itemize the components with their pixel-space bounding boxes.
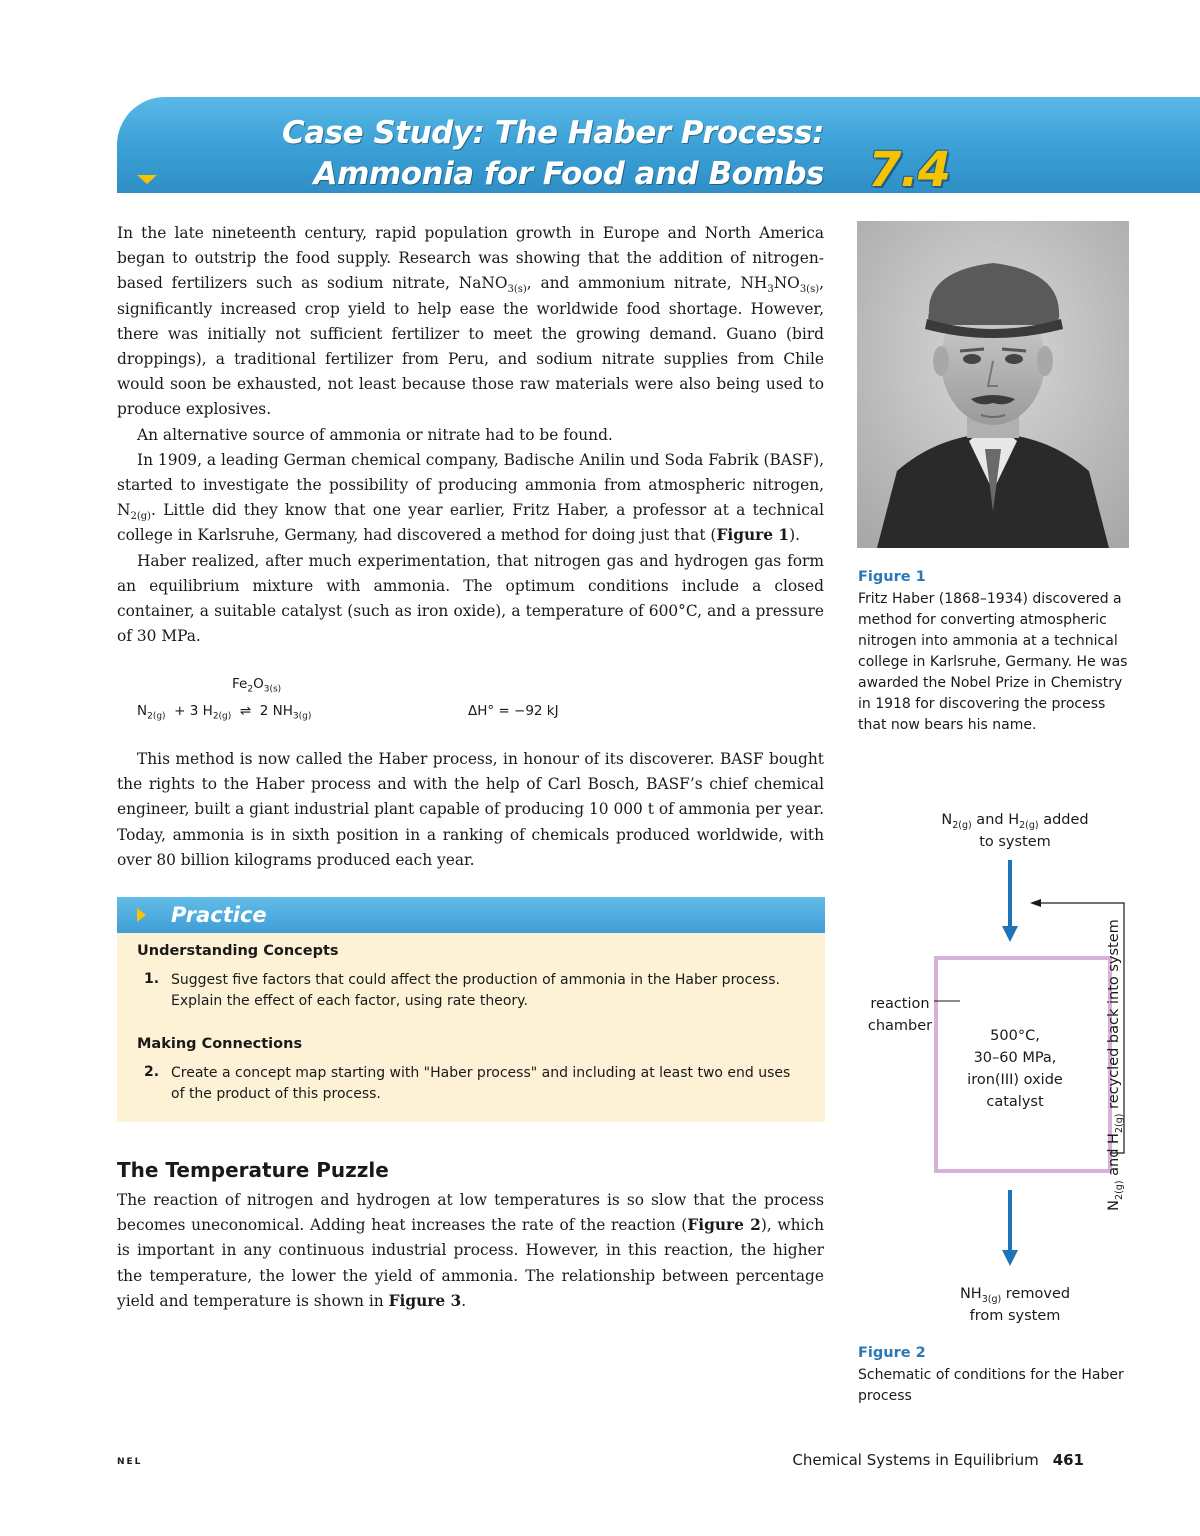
section-title-line1: Case Study: The Haber Process: — [282, 115, 824, 151]
reaction-conditions: 500°C, 30–60 MPa, iron(III) oxide catalyst — [967, 1028, 1063, 1110]
equation-reaction: $N_{2(g)} + 3$ $H_{2(g)}$ ⇌ 2 $NH_{3(g)}$ — [137, 703, 312, 722]
equation-enthalpy: ΔH° = −92 kJ — [468, 703, 559, 719]
figure-1-reference: Figure 1 — [716, 526, 790, 545]
question-1-text: Suggest five factors that could affect the production of ammonia in the Haber process. Explain the effect of each factor, using rate theory. — [171, 972, 780, 1009]
page-number: 461 — [1052, 1451, 1084, 1469]
practice-title: Practice — [171, 903, 267, 927]
history-text — [117, 747, 824, 873]
output-label: $NH_{3(g)}$ removed from system — [959, 1286, 1071, 1324]
figure-1-label: Figure 1 — [858, 569, 926, 585]
intro-text — [117, 221, 824, 649]
paragraph-6: The reaction of nitrogen and hydrogen at low temperatures is so slow that the process becomes uneconomical. Adding heat increases the rate of the reaction (Figure 2), which is important in any continuous industrial process. However, in this reaction, the higher the temperature, the lower the yield of ammonia. The relationship between percentage yield and temperature is shown in Figure 3. — [117, 1191, 824, 1310]
paragraph-5: This method is now called the Haber process, in honour of its discoverer. BASF bought the rights to the Haber process and with the help of Carl Bosch, BASF’s chief chemical engineer, built a giant industrial plant capable of producing 10 000 t of ammonia per year. Today, ammonia is in sixth position in a ranking of chemicals produced worldwide, with over 80 billion kilograms produced each year. — [117, 750, 824, 869]
question-1-number: 1. — [144, 971, 160, 987]
fritz-haber-photo — [857, 221, 1129, 548]
paragraph-1: In the late nineteenth century, rapid population growth in Europe and North America began to outstrip the food supply. Research was showing that the addition of nitrogen-based fertilizers such as sodium nitrate, NaNO$_{3(s)}$, and ammonium nitrate, $NH_3NO_{3(s)}$, significantly increased crop yield to help ease the worldwide food shortage. However, there was initially not sufficient fertilizer to meet the growing demand. Guano (bird droppings), a traditional fertilizer from Peru, and sodium nitrate supplies from Chile would soon be exhausted, not least because those raw materials were also being used to produce explosives. — [117, 224, 825, 419]
question-2-number: 2. — [144, 1064, 160, 1080]
input-label: $N_{2(g)}$ and $H_{2(g)}$ added to system — [941, 812, 1089, 850]
figure-2-caption: Schematic of conditions for the Haber process — [858, 1367, 1124, 1404]
output-arrow — [1002, 1190, 1018, 1266]
figure-1-caption: Fritz Haber (1868–1934) discovered a method for converting atmospheric nitrogen into ammonia at a technical college in Karlsruhe, Germany. He was awarded the Nobel Prize in Chemistry in 1918 for discovering the process that now bears his name. — [858, 591, 1128, 733]
input-arrow — [1002, 860, 1018, 942]
section-title-line2: Ammonia for Food and Bombs — [313, 156, 824, 192]
paragraph-4: Haber realized, after much experimentation, that nitrogen gas and hydrogen gas form an equilibrium mixture with ammonia. The optimum conditions include a closed container, a suitable catalyst (such as iron oxide), a temperature of 600°C, and a pressure of 30 MPa. — [117, 551, 824, 646]
question-2-text: Create a concept map starting with "Haber process" and including at least two end uses of the product of this process. — [171, 1065, 791, 1102]
figure-2-label: Figure 2 — [858, 1345, 926, 1361]
temperature-text — [117, 1188, 824, 1314]
paragraph-2: An alternative source of ammonia or nitrate had to be found. — [137, 425, 613, 444]
paragraph-3: In 1909, a leading German chemical company, Badische Anilin und Soda Fabrik (BASF), started to investigate the possibility of producing ammonia from atmospheric nitrogen, $N_{2(g)}$. Little did they know that one year earlier, Fritz Haber, a professor at a technical college in Karlsruhe, Germany, had discovered a method for doing just that (Figure 1). — [117, 450, 824, 545]
reaction-chamber-label: reaction chamber — [867, 996, 933, 1034]
publisher-mark: NEL — [117, 1457, 143, 1467]
triangle-right-icon — [137, 908, 146, 922]
understanding-concepts-heading: Understanding Concepts — [137, 943, 339, 959]
figure-2-reference: Figure 2 — [687, 1216, 761, 1235]
section-number: 7.4 — [868, 142, 951, 198]
recycle-label: $N_{2(g)}$ and $H_{2(g)}$ recycled back into system — [1106, 919, 1125, 1211]
equilibrium-arrow-icon: ⇌ — [239, 703, 252, 719]
temperature-puzzle-heading: The Temperature Puzzle — [117, 1158, 389, 1182]
making-connections-heading: Making Connections — [137, 1036, 303, 1052]
running-footer — [792, 1451, 1084, 1469]
practice-header-bar — [117, 897, 825, 933]
practice-box — [117, 897, 825, 1122]
figure-3-reference: Figure 3 — [388, 1291, 462, 1310]
book-title: Chemical Systems in Equilibrium — [792, 1451, 1039, 1469]
equation-catalyst: $Fe_2O_{3(s)}$ — [232, 676, 282, 695]
